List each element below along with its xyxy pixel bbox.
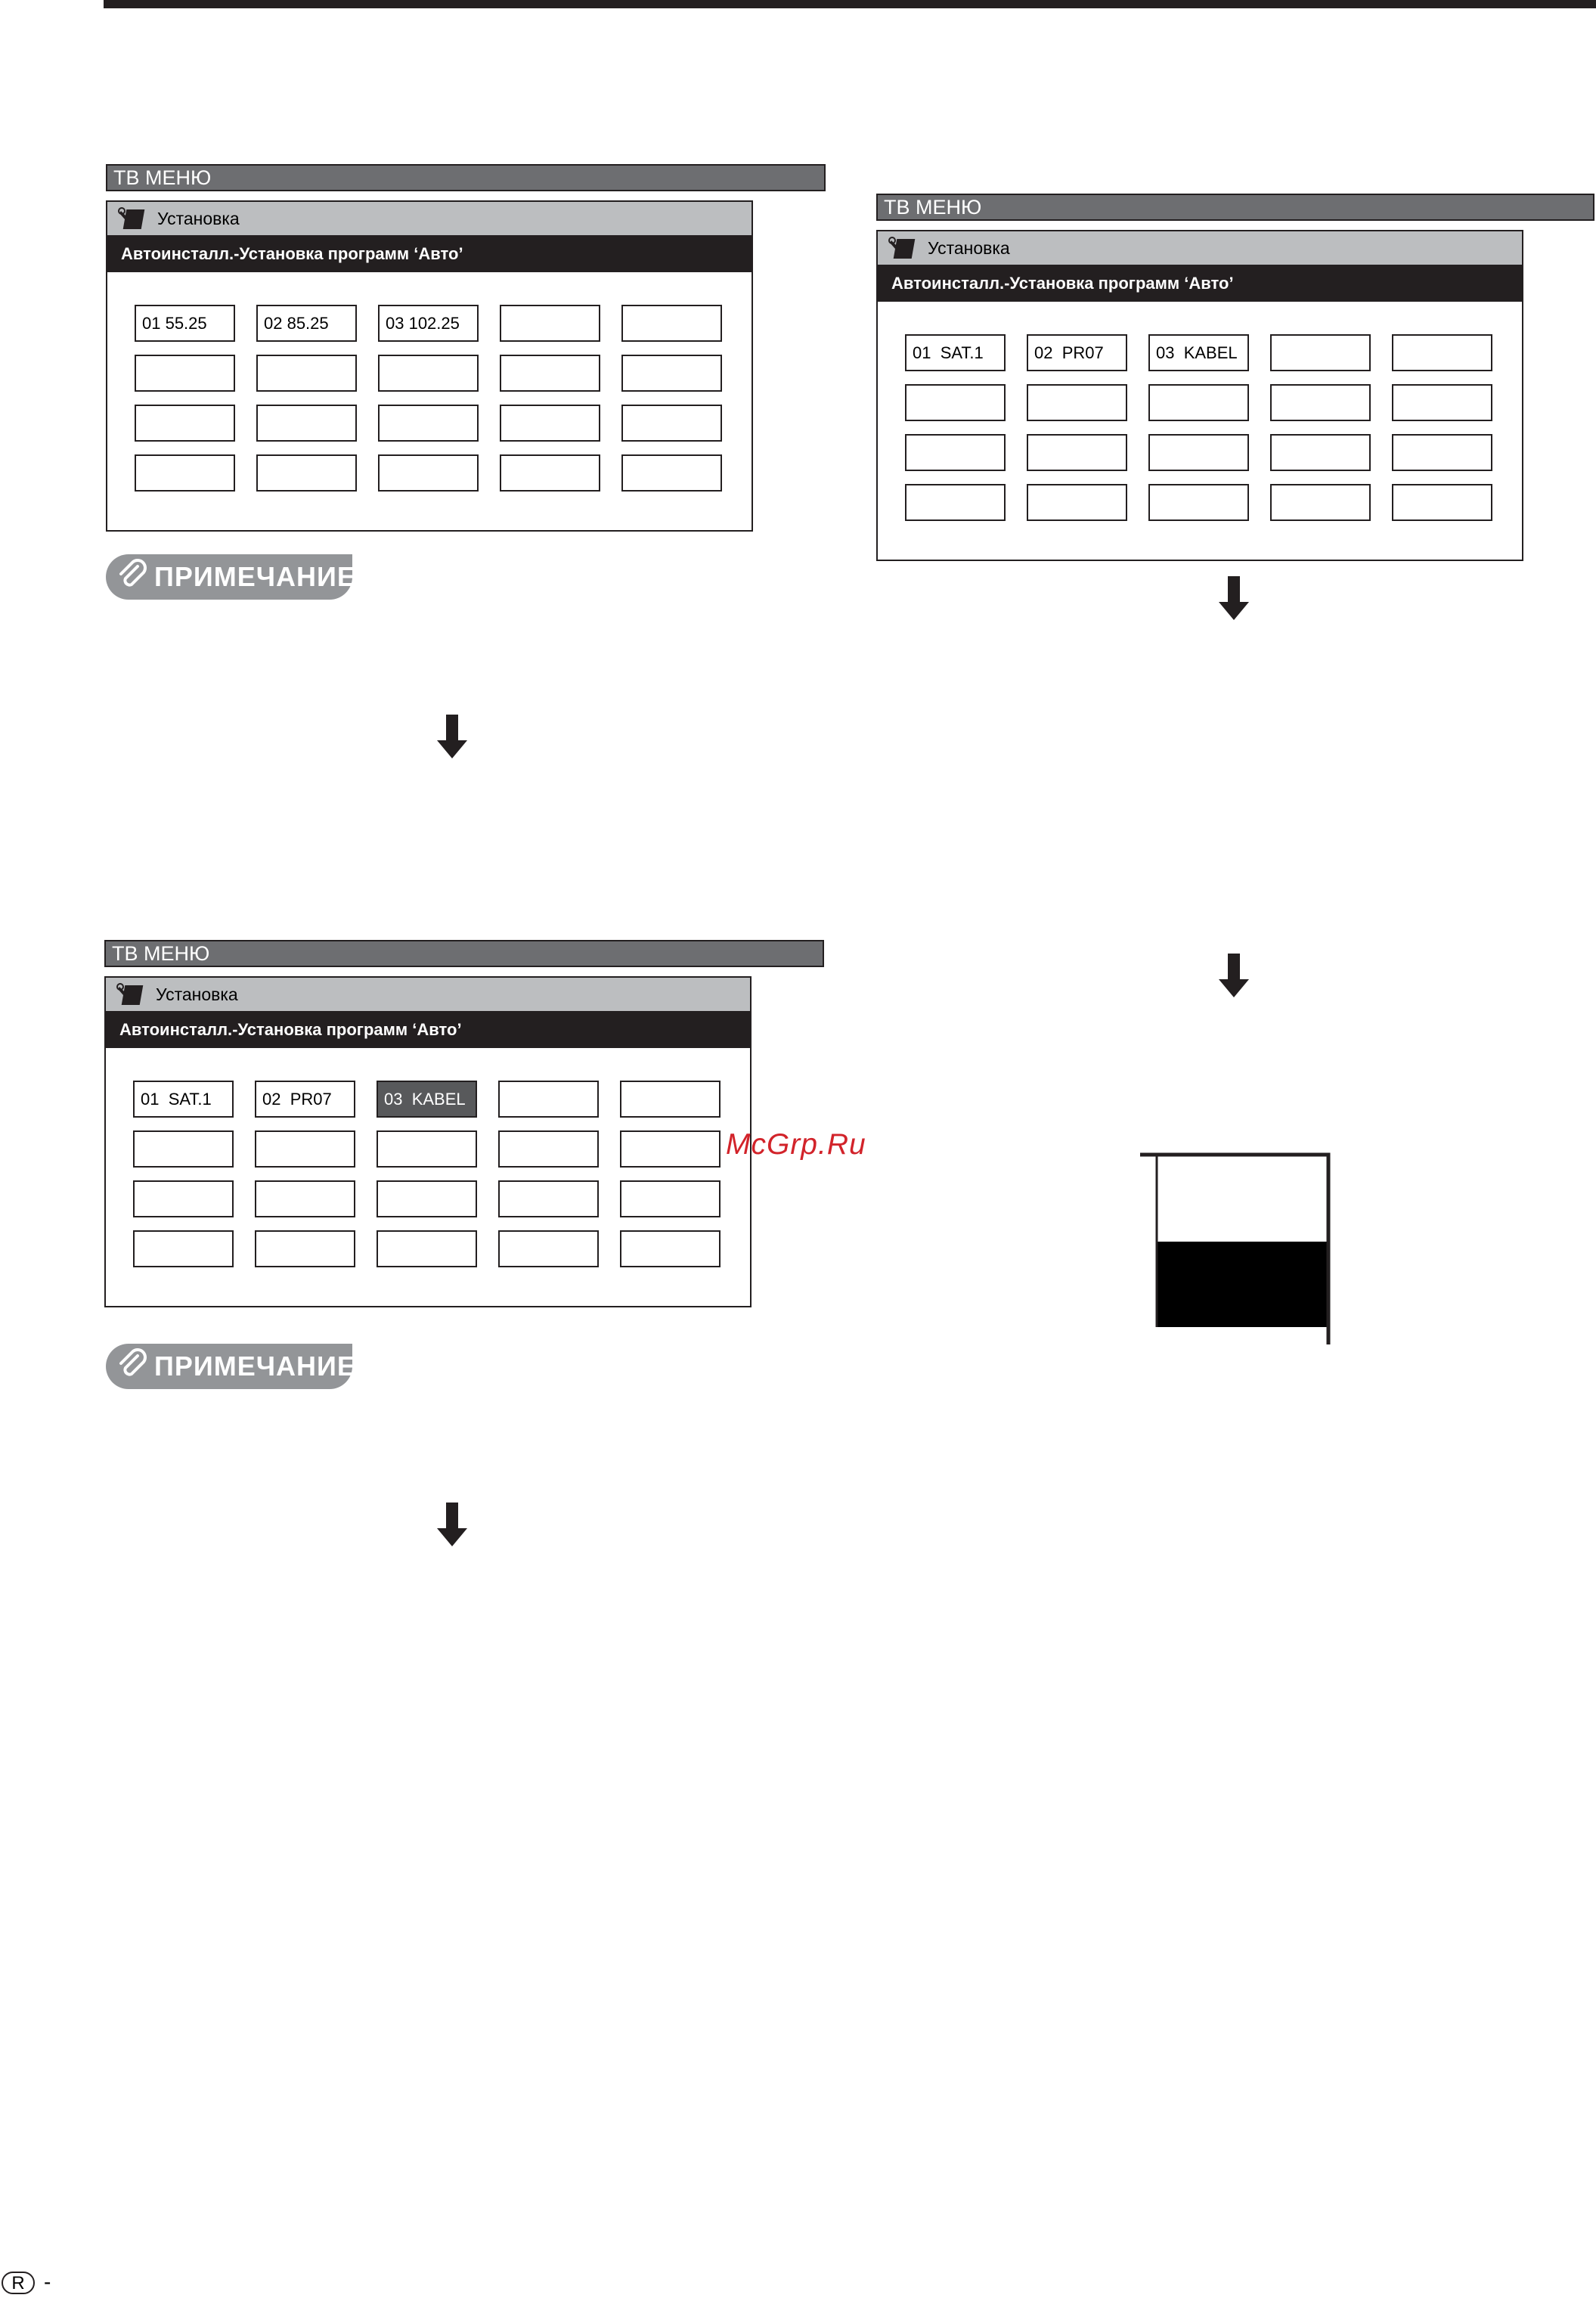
note-badge: [106, 1344, 356, 1389]
tv-menu-panel-2: [104, 940, 824, 1307]
install-header: Автоинсталл.-Установка программ ‘Авто’: [878, 265, 1522, 302]
channel-cell[interactable]: [1270, 434, 1371, 471]
channel-cell[interactable]: [256, 405, 357, 442]
channel-cell[interactable]: 01 SAT.1: [905, 334, 1006, 371]
note-label: ПРИМЕЧАНИЕ: [154, 561, 356, 592]
channel-grid: [905, 334, 1492, 521]
sub-title: Установка: [928, 238, 1010, 258]
menu-box: [104, 976, 752, 1307]
sub-bar: [878, 231, 1522, 265]
channel-cell[interactable]: 03 KABEL: [1148, 334, 1249, 371]
tv-menu-panel-1: [106, 164, 826, 532]
top-rule: [104, 0, 1596, 8]
channel-cell[interactable]: [377, 1130, 477, 1168]
menu-title: ТВ МЕНЮ: [104, 940, 824, 967]
level-bracket-diagram: [1140, 1152, 1331, 1344]
watermark: McGrp.Ru: [726, 1128, 866, 1161]
channel-cell[interactable]: [905, 434, 1006, 471]
channel-cell[interactable]: [620, 1230, 721, 1267]
channel-cell[interactable]: [500, 305, 600, 342]
channel-cell[interactable]: [500, 454, 600, 492]
channel-cell[interactable]: 02 PR07: [1027, 334, 1127, 371]
channel-cell[interactable]: [1027, 434, 1127, 471]
channel-cell[interactable]: [620, 1081, 721, 1118]
channel-cell[interactable]: 01 55.25: [135, 305, 235, 342]
channel-cell[interactable]: [1270, 484, 1371, 521]
channel-cell[interactable]: [133, 1230, 234, 1267]
channel-cell[interactable]: [135, 355, 235, 392]
channel-cell[interactable]: [1392, 484, 1492, 521]
channel-cell[interactable]: [1148, 484, 1249, 521]
channel-cell[interactable]: [255, 1230, 355, 1267]
channel-grid: [133, 1081, 721, 1267]
channel-cell[interactable]: [1392, 434, 1492, 471]
down-arrow-icon: [437, 1503, 467, 1546]
menu-box: [106, 200, 753, 532]
menu-box: [876, 230, 1523, 561]
channel-cell[interactable]: [621, 405, 722, 442]
down-arrow-icon: [1219, 576, 1249, 620]
channel-cell[interactable]: [1270, 334, 1371, 371]
channel-cell[interactable]: [378, 355, 479, 392]
channel-cell[interactable]: 03 102.25: [378, 305, 479, 342]
channel-cell[interactable]: [498, 1230, 599, 1267]
channel-cell[interactable]: [621, 355, 722, 392]
channel-cell[interactable]: 02 PR07: [255, 1081, 355, 1118]
channel-cell[interactable]: [1148, 384, 1249, 421]
install-header: Автоинсталл.-Установка программ ‘Авто’: [106, 1012, 750, 1048]
channel-cell[interactable]: [500, 355, 600, 392]
page-separator: -: [44, 2270, 51, 2293]
tv-menu-panel-3: [876, 194, 1594, 561]
sub-bar: [106, 978, 750, 1012]
setup-wrench-icon: [116, 982, 147, 1008]
channel-cell[interactable]: [378, 405, 479, 442]
channel-cell[interactable]: [498, 1081, 599, 1118]
channel-cell[interactable]: 03 KABEL: [377, 1081, 477, 1118]
channel-cell[interactable]: [135, 454, 235, 492]
sub-bar: [107, 202, 752, 236]
channel-cell[interactable]: [135, 405, 235, 442]
channel-cell[interactable]: [621, 305, 722, 342]
channel-cell[interactable]: [1027, 484, 1127, 521]
channel-cell[interactable]: [256, 454, 357, 492]
menu-title: ТВ МЕНЮ: [106, 164, 826, 191]
channel-cell[interactable]: [498, 1130, 599, 1168]
setup-wrench-icon: [118, 206, 148, 232]
channel-cell[interactable]: [133, 1130, 234, 1168]
region-symbol: R: [2, 2272, 35, 2294]
channel-cell[interactable]: 01 SAT.1: [133, 1081, 234, 1118]
channel-cell[interactable]: [377, 1230, 477, 1267]
paperclip-icon: [115, 1348, 151, 1385]
down-arrow-icon: [1219, 954, 1249, 997]
paperclip-icon: [115, 559, 151, 595]
channel-cell[interactable]: [256, 355, 357, 392]
channel-cell[interactable]: [621, 454, 722, 492]
menu-title: ТВ МЕНЮ: [876, 194, 1594, 221]
channel-cell[interactable]: [1027, 384, 1127, 421]
channel-cell[interactable]: [1392, 384, 1492, 421]
sub-title: Установка: [157, 209, 240, 228]
channel-cell[interactable]: [255, 1130, 355, 1168]
note-badge: [106, 554, 356, 600]
channel-cell[interactable]: [498, 1180, 599, 1217]
channel-cell[interactable]: [620, 1180, 721, 1217]
setup-wrench-icon: [888, 236, 919, 262]
channel-cell[interactable]: [1270, 384, 1371, 421]
install-header: Автоинсталл.-Установка программ ‘Авто’: [107, 236, 752, 272]
channel-cell[interactable]: [255, 1180, 355, 1217]
channel-cell[interactable]: 02 85.25: [256, 305, 357, 342]
channel-cell[interactable]: [377, 1180, 477, 1217]
channel-cell[interactable]: [133, 1180, 234, 1217]
sub-title: Установка: [156, 985, 238, 1004]
channel-cell[interactable]: [1148, 434, 1249, 471]
channel-cell[interactable]: [1392, 334, 1492, 371]
channel-cell[interactable]: [378, 454, 479, 492]
channel-cell[interactable]: [500, 405, 600, 442]
channel-grid: [135, 305, 722, 492]
channel-cell[interactable]: [905, 384, 1006, 421]
note-label: ПРИМЕЧАНИЕ: [154, 1351, 356, 1382]
channel-cell[interactable]: [620, 1130, 721, 1168]
down-arrow-icon: [437, 715, 467, 758]
channel-cell[interactable]: [905, 484, 1006, 521]
